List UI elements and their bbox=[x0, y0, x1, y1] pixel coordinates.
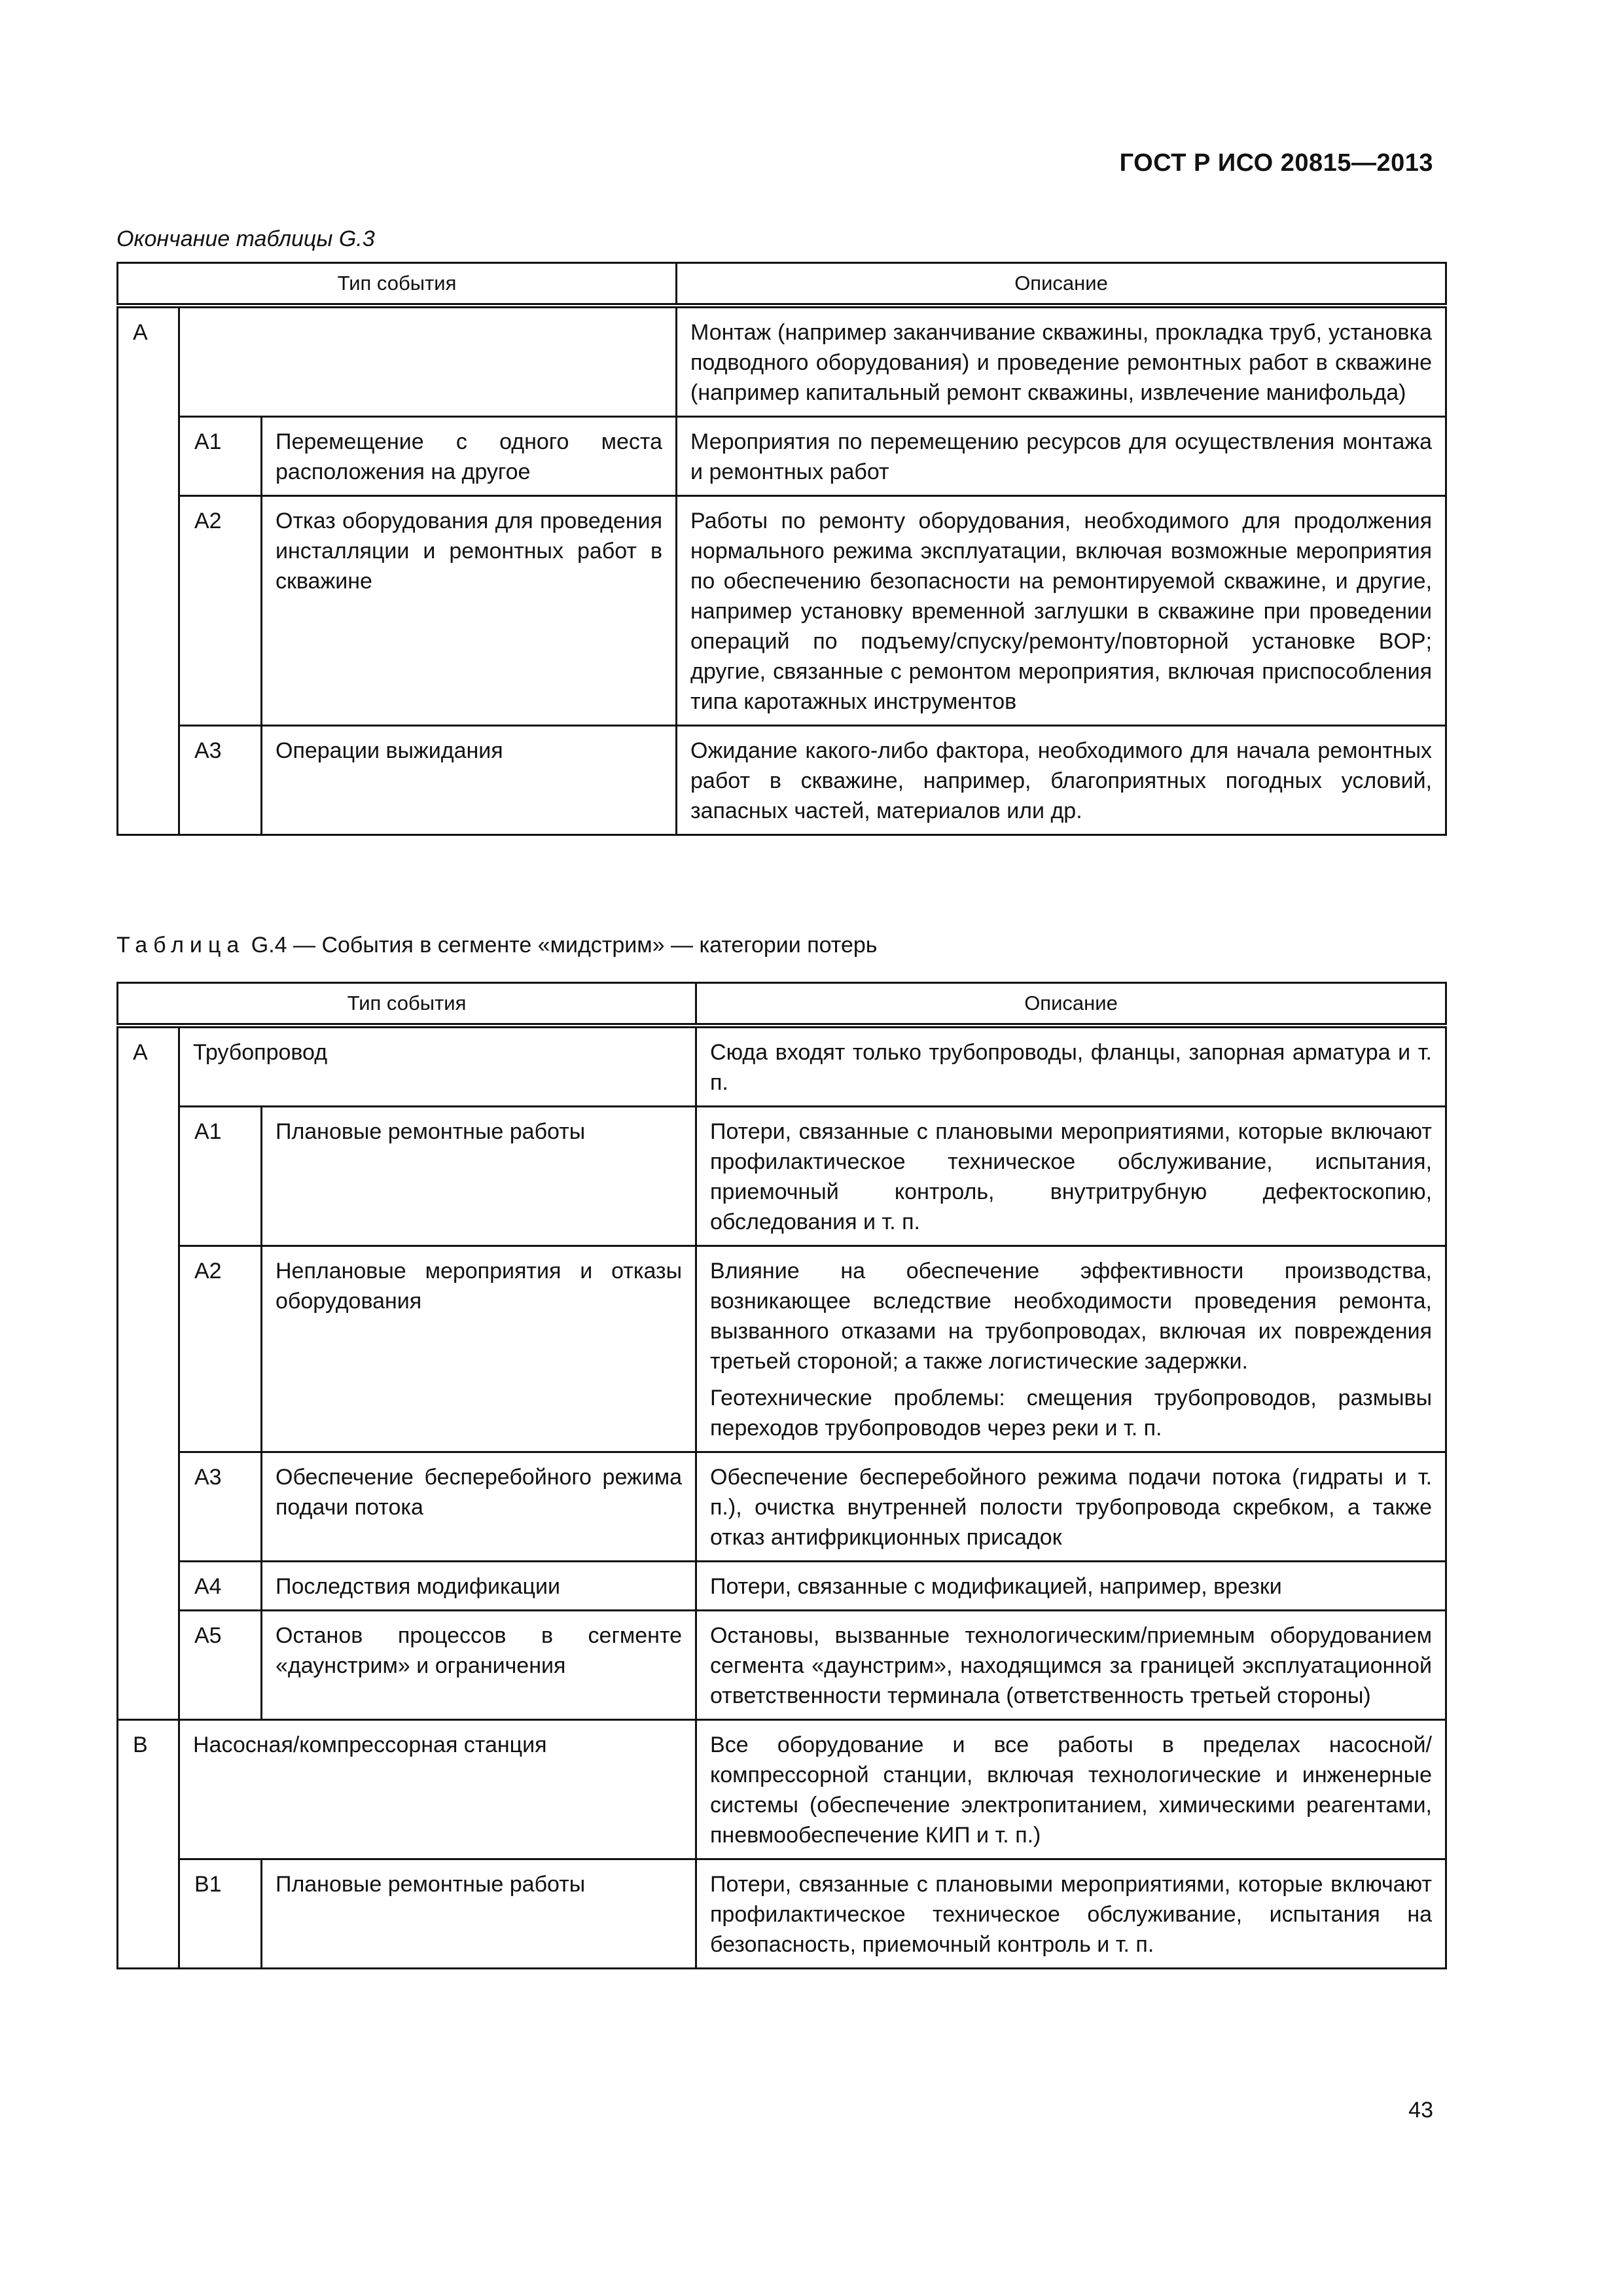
table-row bbox=[118, 726, 1446, 835]
header-event-type: Тип события bbox=[118, 983, 696, 1026]
table-row bbox=[118, 1246, 1446, 1452]
row-name: Плановые ремонтные работы bbox=[262, 1107, 696, 1246]
row-description-paragraph: Геотехнические проблемы: смещения трубопроводов, размывы переходов трубопроводов через реки и т. п. bbox=[710, 1386, 1433, 1441]
group-description: Все оборудование и все работы в пределах насосной/компрессорной станции, включая технологические и инженерные системы (обеспечение электропитанием, химическими реагентами, пневмообеспечение КИП и т. п.) bbox=[696, 1720, 1446, 1859]
group-name bbox=[179, 306, 677, 417]
row-description: Мероприятия по перемещению ресурсов для осуществления монтажа и ремонтных работ bbox=[677, 417, 1446, 496]
table-row bbox=[118, 1562, 1446, 1611]
row-description: Ожидание какого-либо фактора, необходимого для начала ремонтных работ в скважине, например, благоприятных погодных условий, запасных частей, материалов или др. bbox=[677, 726, 1446, 835]
table-title: G.4 — События в сегменте «мидстрим» — категории потерь bbox=[245, 933, 878, 958]
row-description: Потери, связанные с плановыми мероприятиями, которые включают профилактическое техническое обслуживание, испытания на безопасность, приемочный контроль и т. п. bbox=[696, 1859, 1446, 1969]
table-row bbox=[118, 1026, 1446, 1107]
table-row bbox=[118, 1859, 1446, 1969]
row-code: A4 bbox=[179, 1562, 262, 1611]
row-name: Последствия модификации bbox=[262, 1562, 696, 1611]
table-row bbox=[118, 306, 1446, 417]
row-description: Обеспечение бесперебойного режима подачи потока (гидраты и т. п.), очистка внутренней полости трубопровода скребком, а также отказ антифрикционных присадок bbox=[696, 1452, 1446, 1562]
row-code: A2 bbox=[179, 496, 262, 726]
table-header-row bbox=[118, 983, 1446, 1026]
table-row bbox=[118, 1611, 1446, 1720]
table-row bbox=[118, 496, 1446, 726]
table-g4 bbox=[116, 982, 1447, 1969]
row-code: A2 bbox=[179, 1246, 262, 1452]
row-name: Обеспечение бесперебойного режима подачи потока bbox=[262, 1452, 696, 1562]
row-code: A3 bbox=[179, 726, 262, 835]
group-name: Насосная/компрессорная станция bbox=[179, 1720, 696, 1859]
group-code: B bbox=[118, 1720, 179, 1969]
table-row bbox=[118, 1720, 1446, 1859]
row-description: Остановы, вызванные технологическим/приемным оборудованием сегмента «даунстрим», находящимся за границей эксплуатационной ответственности терминала (ответственность третьей стороны) bbox=[696, 1611, 1446, 1720]
row-code: A5 bbox=[179, 1611, 262, 1720]
header-description: Описание bbox=[677, 263, 1446, 306]
row-description bbox=[696, 1246, 1446, 1452]
table-header-row bbox=[118, 263, 1446, 306]
table-row bbox=[118, 1107, 1446, 1246]
table-label: Таблица bbox=[116, 933, 245, 958]
document-number: ГОСТ Р ИСО 20815—2013 bbox=[1119, 149, 1433, 177]
group-code: A bbox=[118, 306, 179, 835]
header-description: Описание bbox=[696, 983, 1446, 1026]
row-name: Останов процессов в сегменте «даунстрим» и ограничения bbox=[262, 1611, 696, 1720]
table-g4-caption bbox=[116, 933, 878, 958]
row-code: B1 bbox=[179, 1859, 262, 1969]
row-description: Потери, связанные с модификацией, например, врезки bbox=[696, 1562, 1446, 1611]
group-description: Монтаж (например заканчивание скважины, прокладка труб, установка подводного оборудования) и проведение ремонтных работ в скважине (например капитальный ремонт скважины, извлечение манифольда) bbox=[677, 306, 1446, 417]
row-code: A1 bbox=[179, 1107, 262, 1246]
row-name: Отказ оборудования для проведения инсталляции и ремонтных работ в скважине bbox=[262, 496, 677, 726]
group-name: Трубопровод bbox=[179, 1026, 696, 1107]
header-event-type: Тип события bbox=[118, 263, 677, 306]
table-row bbox=[118, 417, 1446, 496]
page-number: 43 bbox=[1408, 2098, 1433, 2123]
row-description-paragraph: Влияние на обеспечение эффективности производства, возникающее вследствие необходимости проведения ремонта, вызванного отказами на трубопроводах, включая их повреждения третьей стороной; а также логистические задержки. bbox=[710, 1259, 1433, 1374]
table-row bbox=[118, 1452, 1446, 1562]
table-g3-continuation-caption: Окончание таблицы G.3 bbox=[116, 226, 375, 251]
row-description: Потери, связанные с плановыми мероприятиями, которые включают профилактическое техническое обслуживание, испытания, приемочный контроль, внутритрубную дефектоскопию, обследования и т. п. bbox=[696, 1107, 1446, 1246]
row-name: Перемещение с одного места расположения на другое bbox=[262, 417, 677, 496]
group-code: A bbox=[118, 1026, 179, 1720]
row-code: A1 bbox=[179, 417, 262, 496]
row-code: A3 bbox=[179, 1452, 262, 1562]
table-g3 bbox=[116, 262, 1447, 836]
group-description: Сюда входят только трубопроводы, фланцы, запорная арматура и т. п. bbox=[696, 1026, 1446, 1107]
row-description: Работы по ремонту оборудования, необходимого для продолжения нормального режима эксплуатации, включая возможные мероприятия по обеспечению безопасности на ремонтируемой скважине, и другие, например установку временной заглушки в скважине при проведении операций по подъему/спуску/ремонту/повторной установке BOP; другие, связанные с ремонтом мероприятия, включая приспособления типа каротажных инструментов bbox=[677, 496, 1446, 726]
row-name: Плановые ремонтные работы bbox=[262, 1859, 696, 1969]
row-name: Неплановые мероприятия и отказы оборудования bbox=[262, 1246, 696, 1452]
row-name: Операции выжидания bbox=[262, 726, 677, 835]
